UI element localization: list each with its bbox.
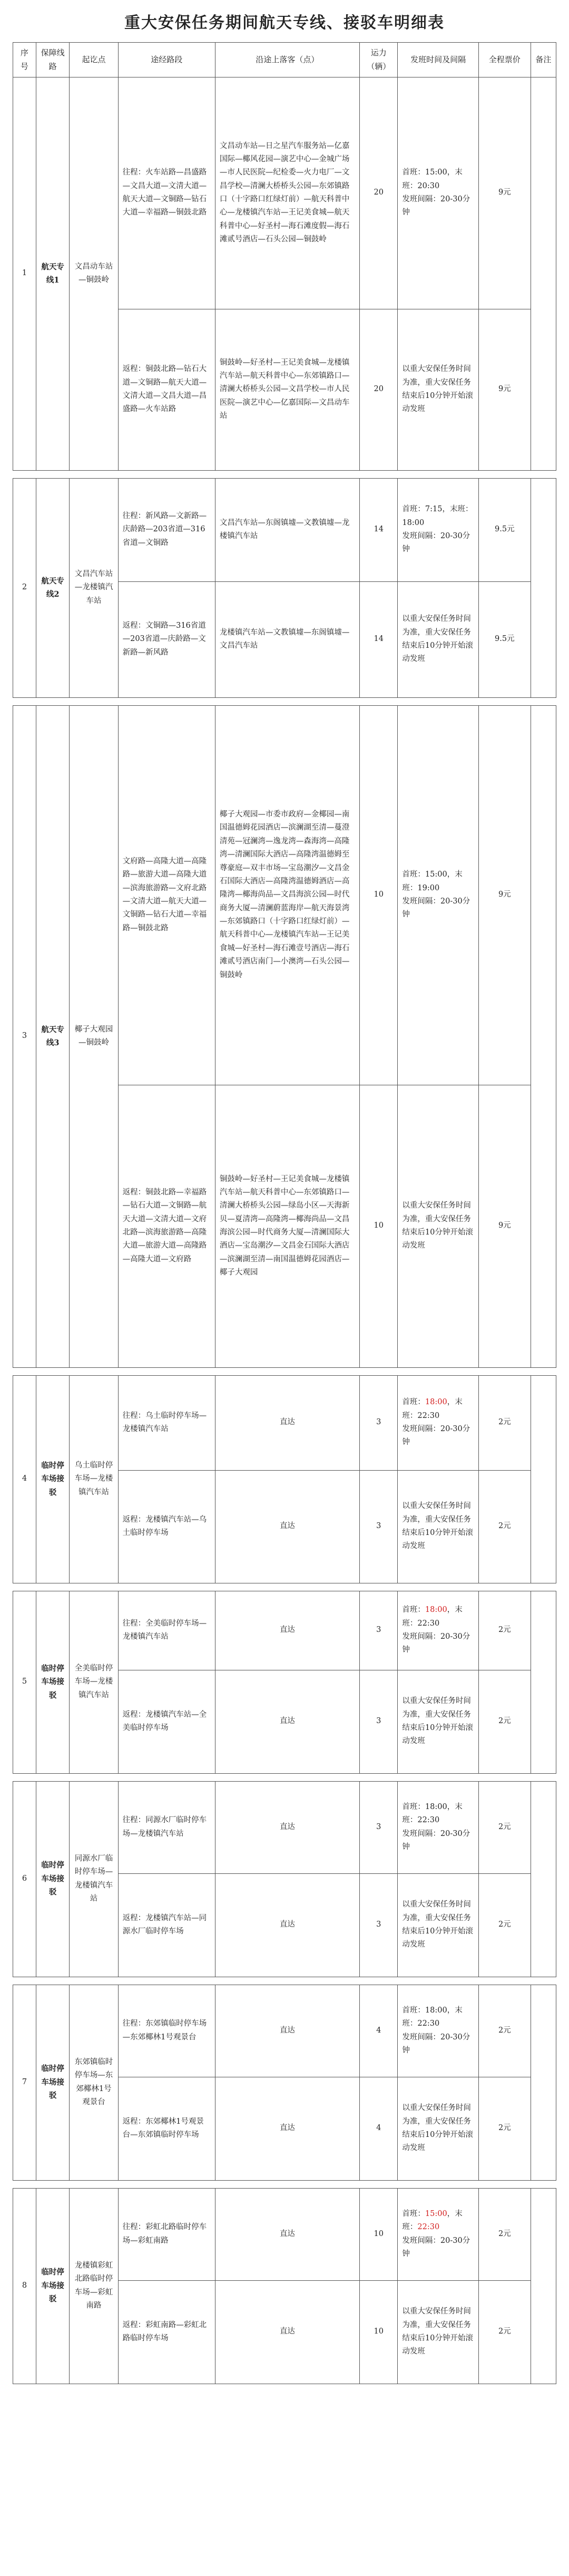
table-gap	[13, 2180, 556, 2188]
row-route: 返程：东郊椰林1号观景台—东郊镇临时停车场	[118, 2077, 215, 2180]
row-route: 往程：彩虹北路临时停车场—彩虹南路	[118, 2188, 215, 2280]
row-stops: 直达	[215, 1781, 359, 1873]
row-schedule: 以重大安保任务时间为准，重大安保任务结束后10分钟开始滚动发班	[398, 1873, 479, 1977]
row-schedule: 以重大安保任务时间为准，重大安保任务结束后10分钟开始滚动发班	[398, 309, 479, 470]
row-stops: 直达	[215, 2188, 359, 2280]
row-capacity: 3	[360, 1470, 398, 1583]
row-price: 2元	[478, 1470, 531, 1583]
row-line: 航天专线2	[36, 478, 70, 697]
row-capacity: 20	[360, 77, 398, 309]
schedule-interval: 发班间隔：20-30分钟	[402, 1829, 470, 1851]
row-note	[531, 1985, 556, 2180]
row-schedule	[398, 1591, 479, 1670]
schedule-times: 首班：15:00，末班：19:00	[402, 870, 463, 892]
header-price: 全程票价	[478, 43, 531, 77]
table-row	[13, 1985, 556, 2077]
schedule-times	[402, 1396, 474, 1423]
row-schedule	[398, 1985, 479, 2077]
row-route: 往程：同源水厂临时停车场—龙楼镇汽车站	[118, 1781, 215, 1873]
row-seq: 7	[13, 1985, 36, 2180]
shuttle-schedule-table	[13, 42, 556, 2384]
row-capacity: 10	[360, 1085, 398, 1367]
row-seq: 1	[13, 77, 36, 470]
row-stops: 龙楼镇汽车站—文教镇墟—东阁镇墟—文昌汽车站	[215, 581, 359, 697]
last-bus-text: ，末班：22:30	[402, 1398, 463, 1420]
row-stops: 直达	[215, 2280, 359, 2384]
row-start: 椰子大观园—铜鼓岭	[70, 705, 118, 1367]
schedule-interval: 发班间隔：20-30分钟	[402, 2236, 470, 2258]
row-schedule: 以重大安保任务时间为准，重大安保任务结束后10分钟开始滚动发班	[398, 581, 479, 697]
row-start: 同源水厂临时停车场—龙楼镇汽车站	[70, 1781, 118, 1977]
row-stops: 文昌汽车站—东阁镇墟—文教镇墟—龙楼镇汽车站	[215, 478, 359, 581]
row-price: 9元	[478, 309, 531, 470]
row-capacity: 10	[360, 2188, 398, 2280]
row-stops: 铜鼓岭—好圣村—王记美食城—龙楼镇汽车站—航天科普中心—东郊镇路口—清澜大桥桥头公园—文昌学校—市人民医院—演艺中心—亿嘉国际—文昌动车站	[215, 309, 359, 470]
row-price: 9.5元	[478, 581, 531, 697]
schedule-times: 首班：18:00，末班：22:30	[402, 2006, 463, 2028]
row-start: 乌土临时停车场—龙楼镇汽车站	[70, 1375, 118, 1583]
row-note	[531, 1375, 556, 1583]
table-row	[13, 2188, 556, 2280]
row-price: 2元	[478, 2188, 531, 2280]
schedule-times	[402, 2208, 474, 2234]
schedule-times: 首班：7:15，末班：18:00	[402, 505, 473, 527]
row-route: 返程：文铜路—316省道—203省道—庆龄路—文新路—新风路	[118, 581, 215, 697]
first-bus-time: 18:00	[425, 1606, 447, 1615]
table-row	[13, 478, 556, 581]
row-route: 返程：铜鼓北路—幸福路—钻石大道—文铜路—航天大道—文清大道—文府北路—滨海旅游路—高隆大道—旅游大道—高隆路—高隆大道—文府路	[118, 1085, 215, 1367]
row-line: 航天专线3	[36, 705, 70, 1367]
row-seq: 6	[13, 1781, 36, 1977]
row-note	[531, 1781, 556, 1977]
last-bus-text: ，末班：22:30	[402, 1606, 463, 1628]
row-schedule: 以重大安保任务时间为准，重大安保任务结束后10分钟开始滚动发班	[398, 1085, 479, 1367]
schedule-interval: 发班间隔：20-30分钟	[402, 1632, 470, 1655]
row-schedule	[398, 1781, 479, 1873]
schedule-interval: 发班间隔：20-30分钟	[402, 897, 470, 919]
page-title: 重大安保任务期间航天专线、接驳车明细表	[124, 14, 445, 32]
header-route: 途经路段	[118, 43, 215, 77]
header-note: 备注	[531, 43, 556, 77]
table-row	[13, 77, 556, 309]
row-schedule: 以重大安保任务时间为准，重大安保任务结束后10分钟开始滚动发班	[398, 1670, 479, 1773]
row-note	[531, 1591, 556, 1773]
row-price: 9元	[478, 705, 531, 1085]
row-capacity: 3	[360, 1781, 398, 1873]
header-stops: 沿途上落客（点）	[215, 43, 359, 77]
row-seq: 2	[13, 478, 36, 697]
row-price: 2元	[478, 1375, 531, 1470]
first-bus-time: 18:00	[425, 1398, 447, 1407]
row-price: 9.5元	[478, 478, 531, 581]
row-capacity: 20	[360, 309, 398, 470]
row-note	[531, 705, 556, 1367]
schedule-times: 首班：15:00，末班：20:30	[402, 168, 463, 190]
schedule-interval: 发班间隔：20-30分钟	[402, 1425, 470, 1447]
row-route: 往程：新风路—文新路—庆龄路—203省道—316省道—文铜路	[118, 478, 215, 581]
row-price: 9元	[478, 1085, 531, 1367]
row-capacity: 10	[360, 2280, 398, 2384]
row-route: 返程：龙楼镇汽车站—全美临时停车场	[118, 1670, 215, 1773]
table-gap	[13, 1583, 556, 1591]
schedule-times: 首班：18:00，末班：22:30	[402, 1802, 463, 1825]
row-line: 临时停车场接驳	[36, 1375, 70, 1583]
row-schedule	[398, 478, 479, 581]
row-stops: 直达	[215, 1670, 359, 1773]
header-schedule: 发班时间及间隔	[398, 43, 479, 77]
row-start: 龙楼镇彩虹北路临时停车场—彩虹南路	[70, 2188, 118, 2384]
table-row	[13, 1591, 556, 1670]
row-line: 临时停车场接驳	[36, 1591, 70, 1773]
row-route: 往程：东郊镇临时停车场—东郊椰林1号观景台	[118, 1985, 215, 2077]
table-gap	[13, 697, 556, 705]
row-capacity: 4	[360, 2077, 398, 2180]
table-header-row	[13, 43, 556, 77]
row-line: 临时停车场接驳	[36, 1781, 70, 1977]
table-row	[13, 705, 556, 1085]
row-route: 文府路—高隆大道—高隆路—旅游大道—高隆大道—滨海旅游路—文府北路—文清大道—航天大道—文铜路—钻石大道—幸福路—铜鼓北路	[118, 705, 215, 1085]
row-schedule	[398, 2188, 479, 2280]
header-line: 保障线路	[36, 43, 70, 77]
row-seq: 3	[13, 705, 36, 1367]
header-start: 起讫点	[70, 43, 118, 77]
first-bus-label: 首班：	[402, 1606, 425, 1615]
row-start: 全美临时停车场—龙楼镇汽车站	[70, 1591, 118, 1773]
table-gap	[13, 1773, 556, 1781]
row-route: 往程：火车站路—昌盛路—文昌大道—文清大道—航天大道—文铜路—钻石大道—幸福路—铜鼓北路	[118, 77, 215, 309]
header-seq: 序号	[13, 43, 36, 77]
row-stops: 直达	[215, 1470, 359, 1583]
row-route: 返程：龙楼镇汽车站—乌土临时停车场	[118, 1470, 215, 1583]
row-capacity: 10	[360, 705, 398, 1085]
table-gap	[13, 1977, 556, 1985]
row-route: 返程：龙楼镇汽车站—同源水厂临时停车场	[118, 1873, 215, 1977]
row-seq: 8	[13, 2188, 36, 2384]
row-line: 临时停车场接驳	[36, 1985, 70, 2180]
row-start: 东郊镇临时停车场—东郊椰林1号观景台	[70, 1985, 118, 2180]
row-price: 2元	[478, 2077, 531, 2180]
row-schedule	[398, 1375, 479, 1470]
row-schedule: 以重大安保任务时间为准，重大安保任务结束后10分钟开始滚动发班	[398, 1470, 479, 1583]
row-stops: 直达	[215, 1591, 359, 1670]
row-start: 文昌汽车站—龙楼镇汽车站	[70, 478, 118, 697]
row-capacity: 3	[360, 1670, 398, 1773]
table-row	[13, 1375, 556, 1470]
row-capacity: 3	[360, 1375, 398, 1470]
first-bus-label: 首班：	[402, 1398, 425, 1407]
row-capacity: 3	[360, 1873, 398, 1977]
row-note	[531, 77, 556, 470]
table-row	[13, 1781, 556, 1873]
row-schedule	[398, 705, 479, 1085]
row-stops: 直达	[215, 1873, 359, 1977]
table-gap	[13, 470, 556, 478]
row-schedule: 以重大安保任务时间为准，重大安保任务结束后10分钟开始滚动发班	[398, 2077, 479, 2180]
row-stops: 文昌动车站—日之星汽车服务站—亿嘉国际—椰风花园—演艺中心—金城广场—市人民医院—纪检委—火力电厂—文昌学校—清澜大桥桥头公园—东郊镇路口（十字路口红绿灯前）—航天科普中心—龙楼镇汽车站—王记美食城—航天科普中心—好圣村—海石滩度假—海石滩贰号酒店—石头公园—铜鼓岭	[215, 77, 359, 309]
row-schedule: 以重大安保任务时间为准，重大安保任务结束后10分钟开始滚动发班	[398, 2280, 479, 2384]
row-stops: 直达	[215, 2077, 359, 2180]
row-route: 往程：全美临时停车场—龙楼镇汽车站	[118, 1591, 215, 1670]
header-capacity: 运力（辆）	[360, 43, 398, 77]
schedule-interval: 发班间隔：20-30分钟	[402, 2033, 470, 2055]
row-capacity: 3	[360, 1591, 398, 1670]
row-note	[531, 478, 556, 697]
schedule-times	[402, 1603, 474, 1630]
row-route: 返程：铜鼓北路—钻石大道—文铜路—航天大道—文清大道—文昌大道—昌盛路—火车站路	[118, 309, 215, 470]
last-bus-label: ，末班：	[402, 2209, 463, 2232]
schedule-interval: 发班间隔：20-30分钟	[402, 532, 470, 554]
row-price: 2元	[478, 1781, 531, 1873]
first-bus-label: 首班：	[402, 2209, 425, 2218]
row-price: 2元	[478, 1591, 531, 1670]
row-start: 文昌动车站—铜鼓岭	[70, 77, 118, 470]
row-stops: 直达	[215, 1375, 359, 1470]
row-stops: 椰子大观园—市委市政府—金椰园—南国温德姆花园酒店—滨澜湖至清—蔓澄清苑—冠澜湾—逸龙湾—森海湾—高隆湾—清澜国际大酒店—高隆湾温德姆至尊豪庭—双丰市场—宝岛潮汐—文昌金石国际大酒店—高隆湾温德姆酒店—高隆湾—椰海尚品—文昌海滨公园—时代商务大厦—清澜蔚蓝海岸—航天海景湾—东郊镇路口（十字路口红绿灯前）—航天科普中心—龙楼镇汽车站—王记美食城—好圣村—海石滩壹号酒店—海石滩贰号酒店南门—小澳湾—石头公园—铜鼓岭	[215, 705, 359, 1085]
row-route: 返程：彩虹南路—彩虹北路临时停车场	[118, 2280, 215, 2384]
row-price: 2元	[478, 1985, 531, 2077]
row-schedule	[398, 77, 479, 309]
row-stops: 直达	[215, 1985, 359, 2077]
row-stops: 铜鼓岭—好圣村—王记美食城—龙楼镇汽车站—航天科普中心—东郊镇路口—清澜大桥桥头公园—绿岛小区—天海新贝—夏清湾—高隆湾—椰海尚品—文昌海滨公园—时代商务大厦—清澜国际大酒店—宝岛潮汐—文昌金石国际大酒店—滨澜湖至清—南国温德姆花园酒店—椰子大观园	[215, 1085, 359, 1367]
table-gap	[13, 1367, 556, 1375]
schedule-interval: 发班间隔：20-30分钟	[402, 195, 470, 217]
row-route: 往程：乌土临时停车场—龙楼镇汽车站	[118, 1375, 215, 1470]
row-capacity: 14	[360, 478, 398, 581]
row-capacity: 14	[360, 581, 398, 697]
row-price: 2元	[478, 1670, 531, 1773]
row-price: 9元	[478, 77, 531, 309]
row-note	[531, 2188, 556, 2384]
row-price: 2元	[478, 2280, 531, 2384]
last-bus-time: 22:30	[417, 2223, 440, 2232]
row-seq: 5	[13, 1591, 36, 1773]
first-bus-time: 15:00	[425, 2209, 447, 2218]
row-line: 航天专线1	[36, 77, 70, 470]
row-capacity: 4	[360, 1985, 398, 2077]
row-line: 临时停车场接驳	[36, 2188, 70, 2384]
row-seq: 4	[13, 1375, 36, 1583]
row-price: 2元	[478, 1873, 531, 1977]
